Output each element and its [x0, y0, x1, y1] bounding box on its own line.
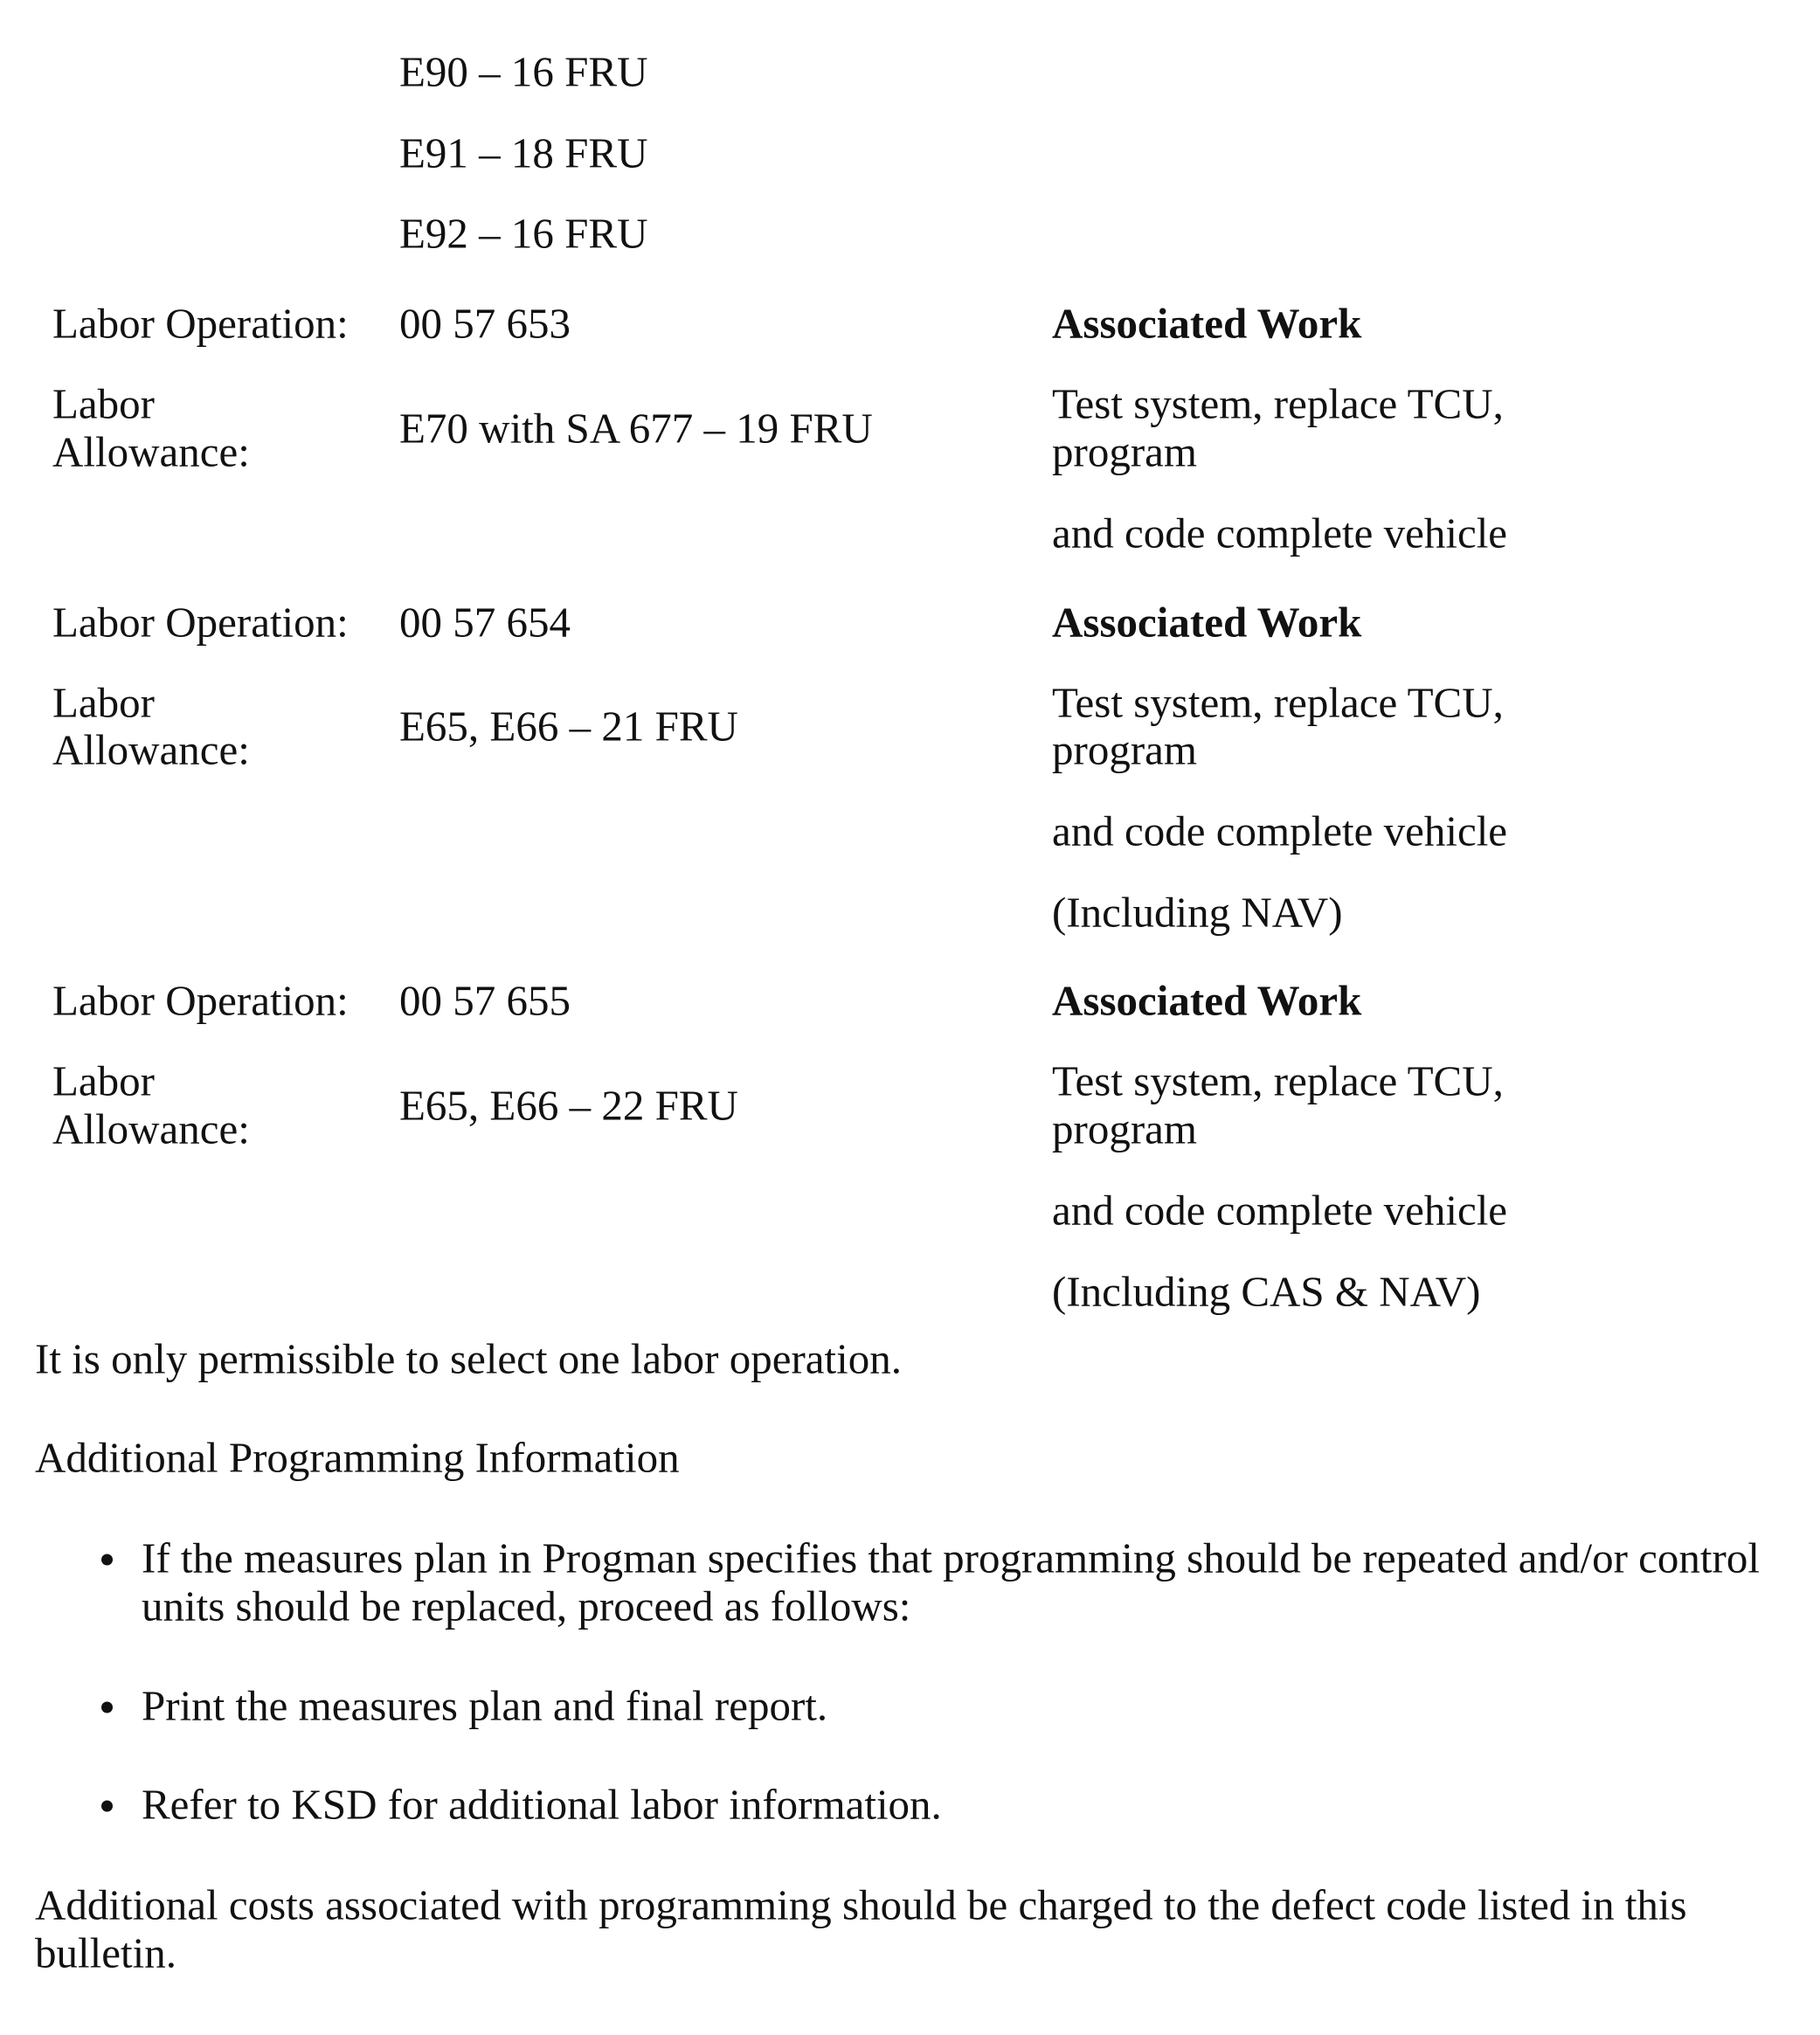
labor-allowance-label: Labor: [52, 678, 155, 727]
labor-allowance-value: E65, E66 – 21 FRU: [399, 702, 738, 751]
bullet-icon: [101, 1554, 113, 1566]
closing-paragraph: Additional costs associated with programming should be charged to the defect code listed in this: [35, 1880, 1687, 1929]
labor-allowance-label: Labor: [52, 1056, 155, 1105]
associated-work-line: (Including CAS & NAV): [1052, 1267, 1481, 1316]
labor-allowance-value: E65, E66 – 22 FRU: [399, 1081, 738, 1130]
allowance-line: E90 – 16 FRU: [399, 47, 648, 96]
associated-work-line: program: [1052, 725, 1197, 774]
associated-work-line: program: [1052, 427, 1197, 476]
labor-allowance-label: Allowance:: [52, 725, 250, 774]
associated-work-line: Test system, replace TCU,: [1052, 678, 1504, 727]
labor-operation-code: 00 57 653: [399, 299, 571, 348]
associated-work-line: Test system, replace TCU,: [1052, 379, 1504, 428]
associated-work-line: and code complete vehicle: [1052, 806, 1508, 855]
associated-work-line: and code complete vehicle: [1052, 1186, 1508, 1235]
section-heading: Additional Programming Information: [35, 1433, 680, 1482]
labor-operation-label: Labor Operation:: [52, 598, 349, 647]
labor-allowance-label: Allowance:: [52, 427, 250, 476]
bullet-item-text: If the measures plan in Progman specifies that programming should be repeated and/or control: [142, 1533, 1760, 1582]
labor-operation-label: Labor Operation:: [52, 299, 349, 348]
associated-work-line: and code complete vehicle: [1052, 509, 1508, 557]
selection-note: It is only permissible to select one labor operation.: [35, 1334, 903, 1383]
labor-allowance-value: E70 with SA 677 – 19 FRU: [399, 404, 873, 453]
allowance-line: E91 – 18 FRU: [399, 128, 648, 177]
labor-allowance-label: Allowance:: [52, 1104, 250, 1153]
labor-operation-code: 00 57 655: [399, 976, 571, 1025]
associated-work-heading: Associated Work: [1052, 299, 1362, 348]
closing-paragraph: bulletin.: [35, 1928, 176, 1977]
associated-work-heading: Associated Work: [1052, 976, 1362, 1025]
associated-work-heading: Associated Work: [1052, 598, 1362, 647]
associated-work-line: program: [1052, 1104, 1197, 1153]
bullet-item-text: Print the measures plan and final report.: [142, 1681, 828, 1730]
bullet-icon: [101, 1801, 113, 1812]
associated-work-line: Test system, replace TCU,: [1052, 1056, 1504, 1105]
bullet-item-text: Refer to KSD for additional labor information.: [142, 1780, 942, 1829]
allowance-line: E92 – 16 FRU: [399, 209, 648, 258]
associated-work-line: (Including NAV): [1052, 888, 1343, 937]
bullet-icon: [101, 1702, 113, 1713]
labor-allowance-label: Labor: [52, 379, 155, 428]
labor-operation-label: Labor Operation:: [52, 976, 349, 1025]
labor-operation-code: 00 57 654: [399, 598, 571, 647]
bullet-item-text: units should be replaced, proceed as follows:: [142, 1582, 911, 1630]
